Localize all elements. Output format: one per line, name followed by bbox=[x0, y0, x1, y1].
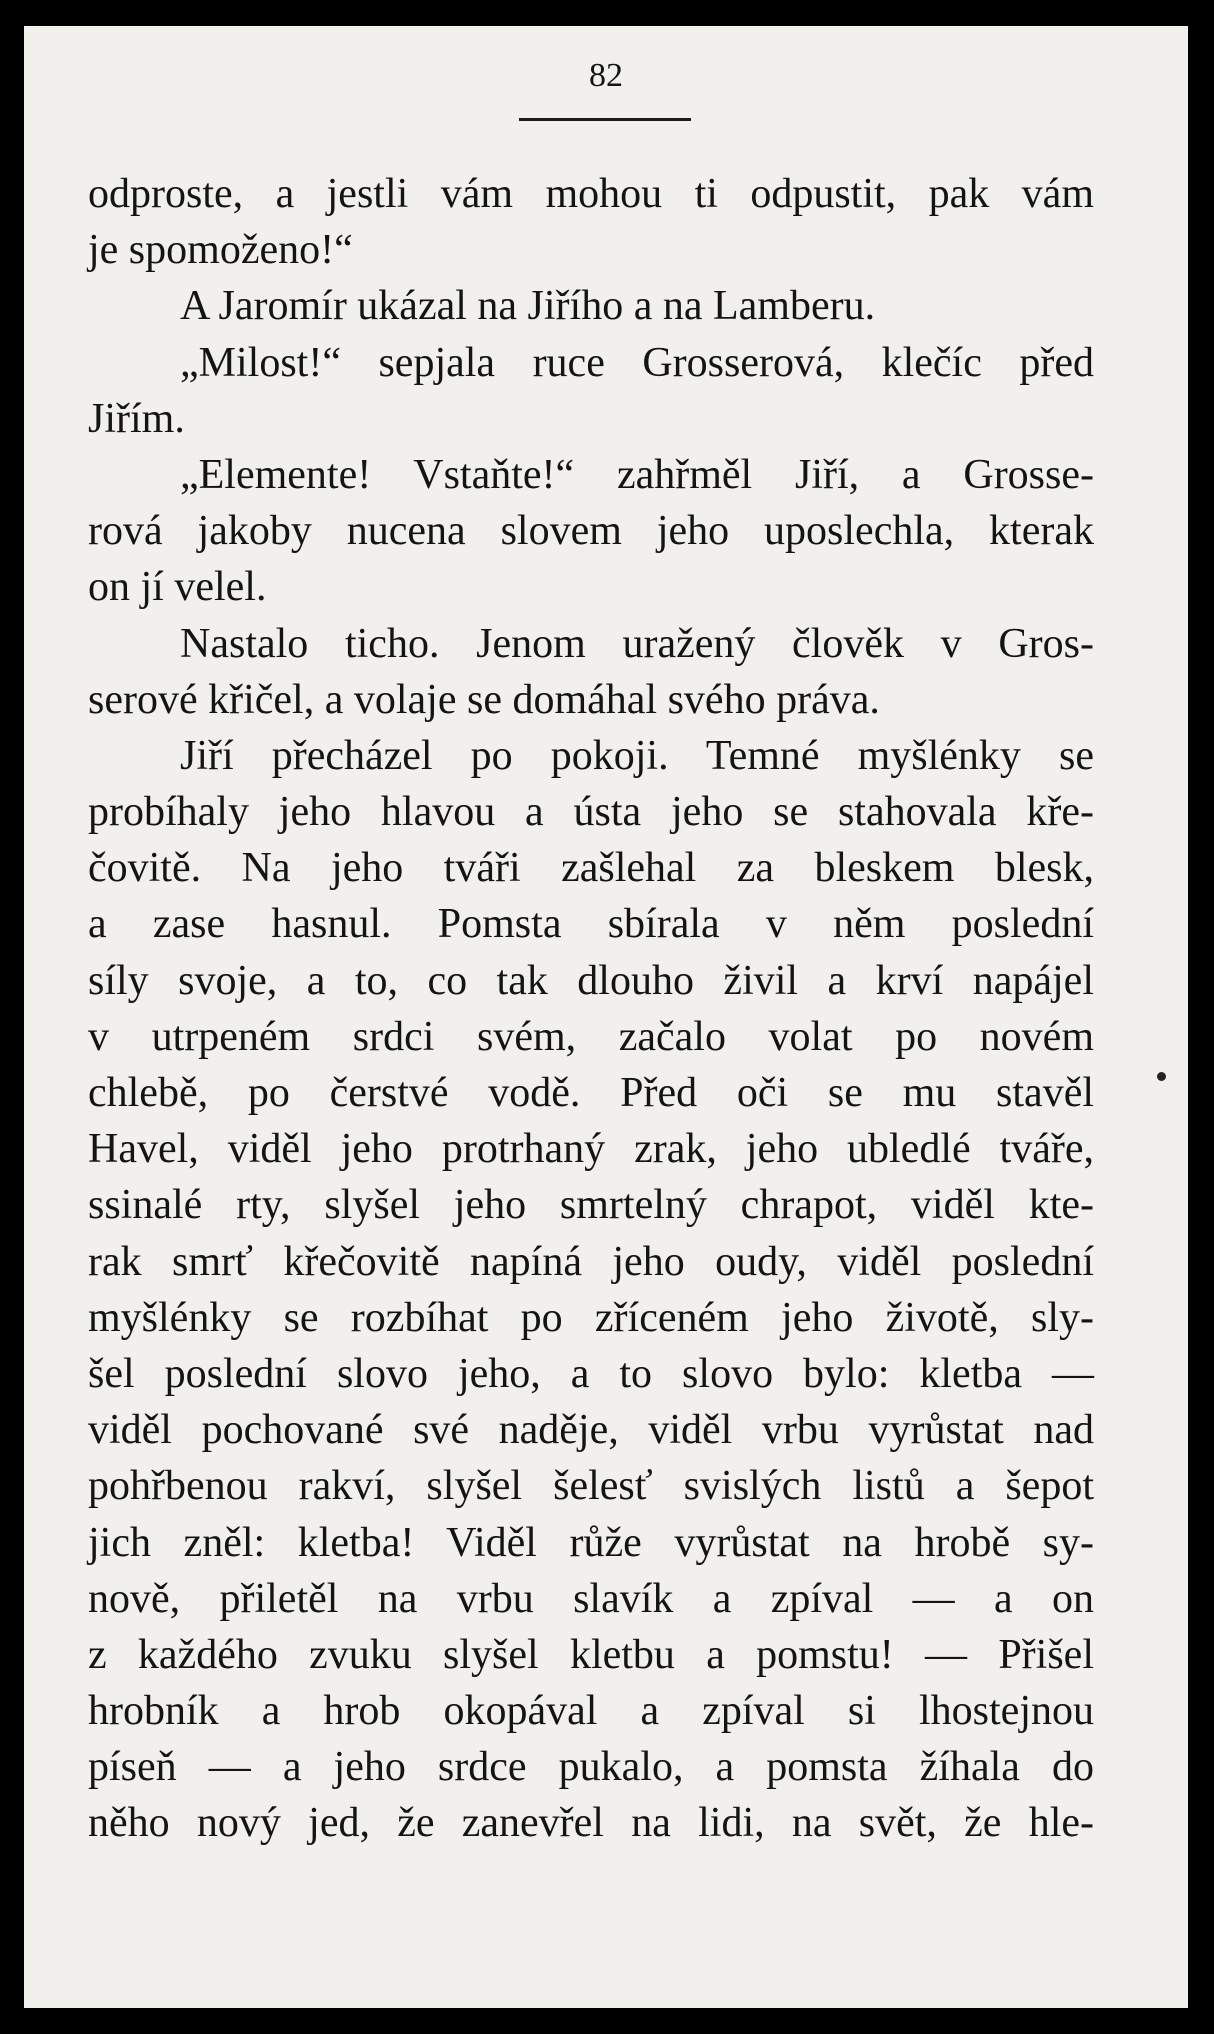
text-line: hrobník a hrob okopával a zpíval si lhostejnou bbox=[88, 1688, 1094, 1735]
text-line: něho nový jed, že zanevřel na lidi, na svět, že hle- bbox=[88, 1800, 1094, 1847]
text-line: Nastalo ticho. Jenom uražený člověk v Gros- bbox=[180, 620, 1094, 667]
page-number-rule bbox=[519, 118, 691, 121]
text-line: pohřbenou rakví, slyšel šelesť svislých listů a šepot bbox=[88, 1463, 1094, 1510]
text-line: on jí velel. bbox=[88, 564, 267, 611]
text-line: A Jaromír ukázal na Jiřího a na Lamberu. bbox=[180, 283, 876, 330]
text-line: „Elemente! Vstaňte!“ zahřměl Jiří, a Grosse- bbox=[180, 451, 1094, 498]
ink-speck bbox=[1157, 1072, 1166, 1081]
text-line: „Milost!“ sepjala ruce Grosserová, klečíc před bbox=[180, 339, 1094, 386]
text-line: myšlénky se rozbíhat po zříceném jeho životě, sly- bbox=[88, 1294, 1094, 1341]
text-line: viděl pochované své naděje, viděl vrbu vyrůstat nad bbox=[88, 1407, 1094, 1454]
text-line: odproste, a jestli vám mohou ti odpustit, pak vám bbox=[88, 171, 1094, 217]
text-line: nově, přiletěl na vrbu slavík a zpíval — a on bbox=[88, 1575, 1094, 1622]
text-line: rová jakoby nucena slovem jeho uposlechla, kterak bbox=[88, 508, 1094, 555]
text-line: v utrpeném srdci svém, začalo volat po novém bbox=[88, 1013, 1094, 1060]
text-line: ssinalé rty, slyšel jeho smrtelný chrapot, viděl kte- bbox=[88, 1182, 1094, 1229]
text-line: je spomoženo!“ bbox=[88, 227, 353, 274]
text-line: píseň — a jeho srdce pukalo, a pomsta žíhala do bbox=[88, 1744, 1094, 1791]
text-line: čovitě. Na jeho tváři zašlehal za bleskem blesk, bbox=[88, 845, 1094, 892]
text-line: Jiřím. bbox=[88, 395, 185, 442]
text-line: šel poslední slovo jeho, a to slovo bylo: kletba — bbox=[88, 1350, 1094, 1397]
text-line: Jiří přecházel po pokoji. Temné myšlénky se bbox=[180, 732, 1094, 779]
text-line: probíhaly jeho hlavou a ústa jeho se stahovala kře- bbox=[88, 789, 1094, 836]
page-number: 82 bbox=[589, 57, 623, 94]
body-text bbox=[88, 166, 1094, 1852]
text-line: a zase hasnul. Pomsta sbírala v něm poslední bbox=[88, 901, 1094, 948]
book-page bbox=[24, 26, 1188, 2008]
text-line: jich zněl: kletba! Viděl růže vyrůstat na hrobě sy- bbox=[88, 1519, 1094, 1566]
text-line: Havel, viděl jeho protrhaný zrak, jeho ubledlé tváře, bbox=[88, 1126, 1094, 1173]
text-line: síly svoje, a to, co tak dlouho živil a krví napájel bbox=[88, 957, 1094, 1004]
text-line: chlebě, po čerstvé vodě. Před oči se mu stavěl bbox=[88, 1070, 1094, 1116]
text-line: serové křičel, a volaje se domáhal svého práva. bbox=[88, 676, 880, 723]
text-line: rak smrť křečovitě napíná jeho oudy, viděl poslední bbox=[88, 1238, 1094, 1285]
text-line: z každého zvuku slyšel kletbu a pomstu! — Přišel bbox=[88, 1631, 1094, 1678]
